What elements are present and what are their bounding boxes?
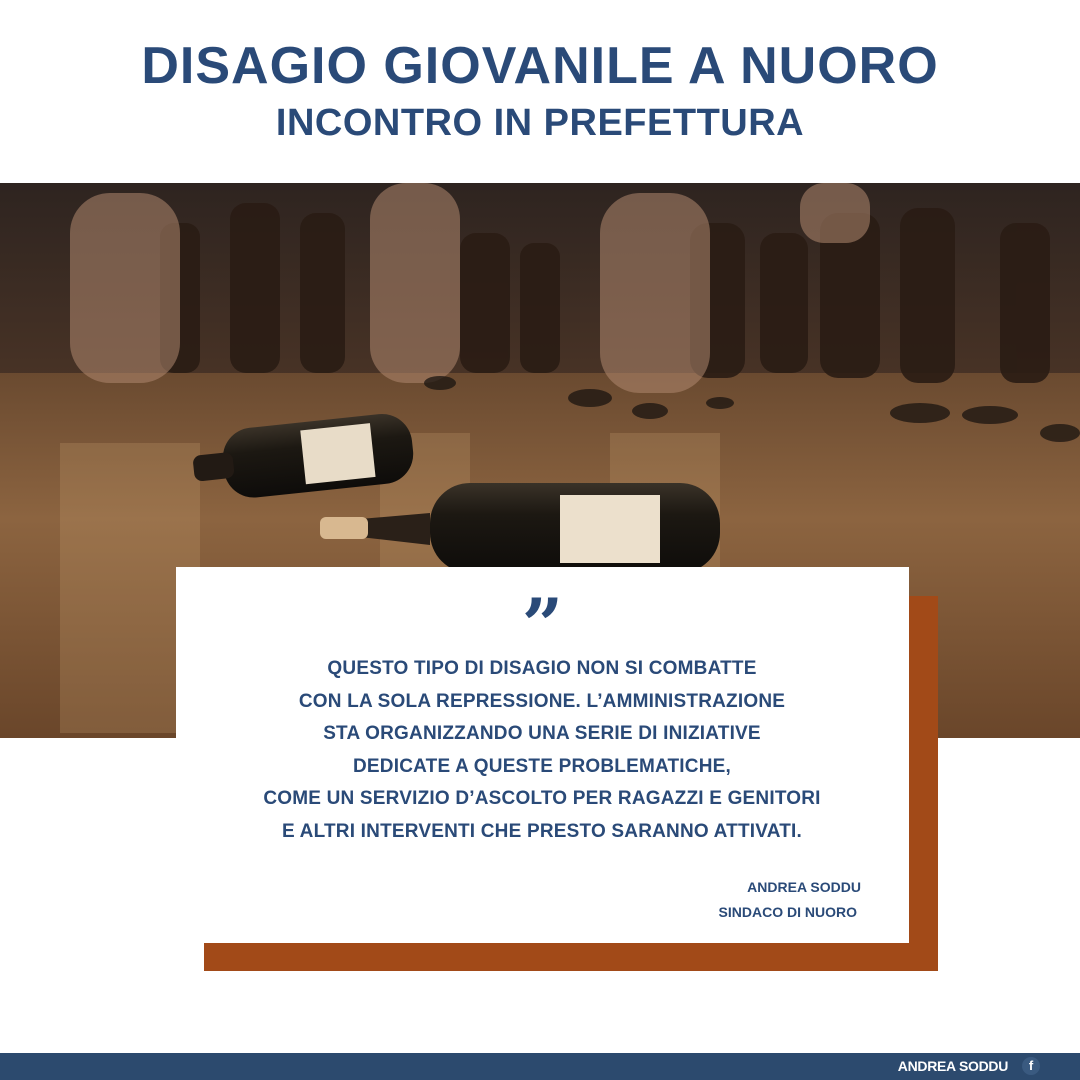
facebook-icon[interactable]: f: [1022, 1057, 1040, 1075]
quote-mark-icon: ”: [521, 582, 564, 667]
quote-line: CON LA SOLA REPRESSIONE. L’AMMINISTRAZIONE: [298, 690, 786, 712]
quote-line: QUESTO TIPO DI DISAGIO NON SI COMBATTE: [327, 658, 757, 679]
quote-line: DEDICATE A QUESTE PROBLEMATICHE,: [353, 755, 731, 777]
quote-line: COME UN SERVIZIO D’ASCOLTO PER RAGAZZI E GENITORI: [263, 788, 821, 809]
page-title: DISAGIO GIOVANILE A NUORO: [141, 37, 939, 95]
page-subtitle: INCONTRO IN PREFETTURA: [275, 102, 805, 144]
quote-line: STA ORGANIZZANDO UNA SERIE DI INIZIATIVE: [323, 723, 761, 744]
footer-bar: [0, 1053, 1080, 1080]
quote-text: [158, 653, 926, 848]
quote-card: [176, 567, 909, 943]
quote-attribution: [719, 875, 861, 925]
footer-name: ANDREA SODDU: [897, 1058, 1008, 1074]
author-role: SINDACO DI NUORO: [718, 904, 857, 920]
author-name: ANDREA SODDU: [747, 879, 861, 895]
quote-line: E ALTRI INTERVENTI CHE PRESTO SARANNO ATTIVATI.: [282, 820, 802, 842]
